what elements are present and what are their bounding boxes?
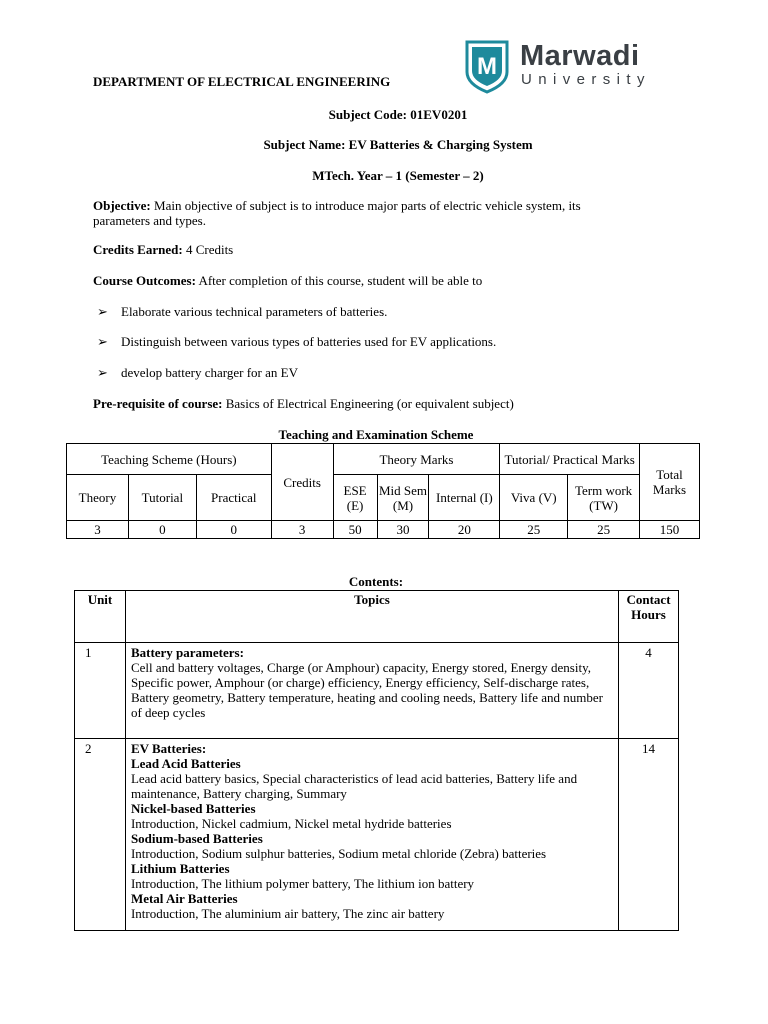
logo-name: Marwadi bbox=[520, 40, 640, 72]
objective-text-2: parameters and types. bbox=[93, 213, 206, 228]
unit-hours: 14 bbox=[619, 739, 679, 931]
prerequisite-text: Basics of Electrical Engineering (or equivalent subject) bbox=[222, 396, 514, 411]
unit-topics bbox=[125, 739, 618, 931]
scheme-value: 50 bbox=[333, 521, 377, 539]
unit-topics bbox=[125, 643, 618, 739]
unit-hours: 4 bbox=[619, 643, 679, 739]
outcomes-text: After completion of this course, student will be able to bbox=[195, 273, 483, 288]
subject-code: Subject Code: 01EV0201 bbox=[328, 107, 468, 122]
internal-header: Internal (I) bbox=[429, 475, 500, 521]
scheme-value: 25 bbox=[568, 521, 640, 539]
university-logo bbox=[464, 38, 664, 94]
outcomes-label: Course Outcomes: bbox=[93, 273, 196, 288]
credits-header: Credits bbox=[271, 444, 333, 521]
program-year: MTech. Year – 1 (Semester – 2) bbox=[312, 168, 484, 183]
unit-title: Battery parameters: bbox=[130, 645, 244, 660]
section-heading: Lead Acid Batteries bbox=[130, 756, 241, 771]
objective-line2 bbox=[93, 213, 206, 228]
contents-title: Contents: bbox=[348, 574, 404, 589]
objective-line1 bbox=[93, 198, 581, 213]
scheme-title: Teaching and Examination Scheme bbox=[278, 427, 474, 442]
arrow-bullet-icon: ➢ bbox=[97, 334, 108, 349]
scheme-values-row bbox=[67, 521, 700, 539]
credits-earned bbox=[93, 242, 233, 257]
department-title: DEPARTMENT OF ELECTRICAL ENGINEERING bbox=[93, 74, 391, 89]
ese-header: ESE (E) bbox=[333, 475, 377, 521]
scheme-table bbox=[66, 443, 700, 539]
arrow-bullet-icon: ➢ bbox=[97, 304, 108, 319]
objective-text-1: Main objective of subject is to introduce major parts of electric vehicle system, its bbox=[150, 198, 581, 213]
prerequisite bbox=[93, 396, 514, 411]
practical-hours-header: Practical bbox=[196, 475, 271, 521]
subject-name: Subject Name: EV Batteries & Charging System bbox=[263, 137, 533, 152]
objective-label: Objective: bbox=[93, 198, 151, 213]
section-heading: Metal Air Batteries bbox=[130, 891, 238, 906]
scheme-value: 0 bbox=[128, 521, 196, 539]
scheme-value: 20 bbox=[429, 521, 500, 539]
scheme-value: 150 bbox=[640, 521, 700, 539]
unit-title: EV Batteries: bbox=[130, 741, 207, 756]
section-heading: Nickel-based Batteries bbox=[130, 801, 256, 816]
arrow-bullet-icon: ➢ bbox=[97, 365, 108, 380]
section-text: Lead acid battery basics, Special characteristics of lead acid batteries, Battery life and maintenance, Battery charging, Summary bbox=[130, 771, 578, 801]
logo-emblem-letter: M bbox=[477, 53, 497, 80]
section-text: Introduction, The lithium polymer battery, The lithium ion battery bbox=[130, 876, 475, 891]
unit-number: 1 bbox=[75, 643, 126, 739]
total-marks-header: Total Marks bbox=[640, 444, 700, 521]
section-text: Introduction, Sodium sulphur batteries, Sodium metal chloride (Zebra) batteries bbox=[130, 846, 547, 861]
scheme-value: 30 bbox=[377, 521, 429, 539]
section-heading: Sodium-based Batteries bbox=[130, 831, 263, 846]
logo-subname: University bbox=[521, 71, 651, 88]
scheme-value: 25 bbox=[500, 521, 568, 539]
term-work-header: Term work (TW) bbox=[568, 475, 640, 521]
outcome-item: ➢ develop battery charger for an EV bbox=[97, 365, 298, 380]
scheme-value: 3 bbox=[271, 521, 333, 539]
credits-text: 4 Credits bbox=[182, 242, 234, 257]
unit-header: Unit bbox=[75, 591, 126, 643]
mid-sem-header: Mid Sem (M) bbox=[377, 475, 429, 521]
outcome-item: ➢ Distinguish between various types of batteries used for EV applications. bbox=[97, 334, 497, 349]
topics-header: Topics bbox=[125, 591, 618, 643]
table-row bbox=[75, 739, 679, 931]
tutorial-hours-header: Tutorial bbox=[128, 475, 196, 521]
theory-hours-header: Theory bbox=[67, 475, 129, 521]
viva-header: Viva (V) bbox=[500, 475, 568, 521]
scheme-value: 3 bbox=[67, 521, 129, 539]
contact-hours-header: Contact Hours bbox=[619, 591, 679, 643]
section-text: Introduction, Nickel cadmium, Nickel metal hydride batteries bbox=[130, 816, 452, 831]
unit-text: Cell and battery voltages, Charge (or Amphour) capacity, Energy stored, Energy density, Specific power, Amphour (or charge) efficiency, Energy efficiency, Self-discharge rates, Battery geometry, Battery temperature, heating and cooling needs, Battery life and number of deep cycles bbox=[130, 660, 603, 720]
prerequisite-label: Pre-requisite of course: bbox=[93, 396, 223, 411]
credits-label: Credits Earned: bbox=[93, 242, 183, 257]
table-row bbox=[75, 643, 679, 739]
section-text: Introduction, The aluminium air battery, The zinc air battery bbox=[130, 906, 445, 921]
unit-number: 2 bbox=[75, 739, 126, 931]
section-heading: Lithium Batteries bbox=[130, 861, 230, 876]
shield-logo-icon bbox=[464, 38, 510, 94]
contents-table bbox=[74, 590, 679, 931]
theory-marks-header: Theory Marks bbox=[333, 444, 500, 475]
scheme-value: 0 bbox=[196, 521, 271, 539]
teaching-scheme-header: Teaching Scheme (Hours) bbox=[67, 444, 272, 475]
tutorial-practical-header: Tutorial/ Practical Marks bbox=[500, 444, 640, 475]
outcome-item: ➢ Elaborate various technical parameters of batteries. bbox=[97, 304, 388, 319]
course-outcomes bbox=[93, 273, 482, 288]
